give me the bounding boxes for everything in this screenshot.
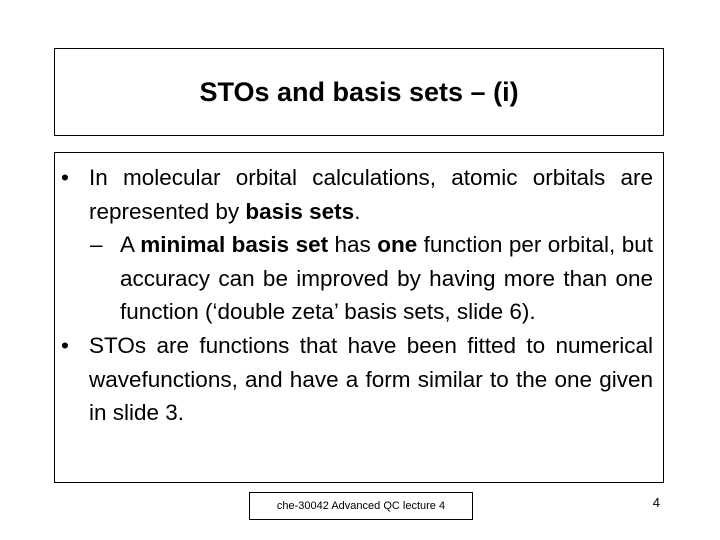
bullet-2-text: STOs are functions that have been fitted to numerical wavefunctions, and have a form similar to the one given in slide 3. (89, 332, 653, 426)
bullet-item-2 (55, 329, 653, 430)
title-box (54, 48, 664, 136)
sub-bullet-emphasis-2: one (377, 232, 418, 258)
bullet-item-1 (55, 161, 653, 228)
content-box (54, 152, 664, 483)
bullet-1-emphasis: basis sets (245, 198, 355, 224)
sub-bullet-text-start: A (120, 232, 141, 258)
bullet-1-text: In molecular orbital calculations, atomic orbitals are represented by (89, 165, 653, 224)
bullet-marker: • (61, 332, 69, 358)
page-number: 4 (652, 495, 660, 510)
sub-bullet-text-mid: has (328, 232, 378, 258)
bullet-1-end: . (354, 198, 361, 224)
sub-bullet-item-1 (55, 228, 653, 329)
footer-label: che-30042 Advanced QC lecture 4 (276, 500, 446, 512)
bullet-marker: • (61, 165, 69, 190)
sub-bullet-marker: – (90, 232, 103, 258)
sub-bullet-emphasis-1: minimal basis set (140, 232, 329, 258)
footer-label-box (249, 492, 473, 520)
sub-bullet-text-end: function per orbital, but accuracy can be improved by having more than one function (‘double zeta’ basis sets, slide 6). (120, 232, 653, 325)
slide-title: STOs and basis sets – (i) (199, 76, 519, 107)
